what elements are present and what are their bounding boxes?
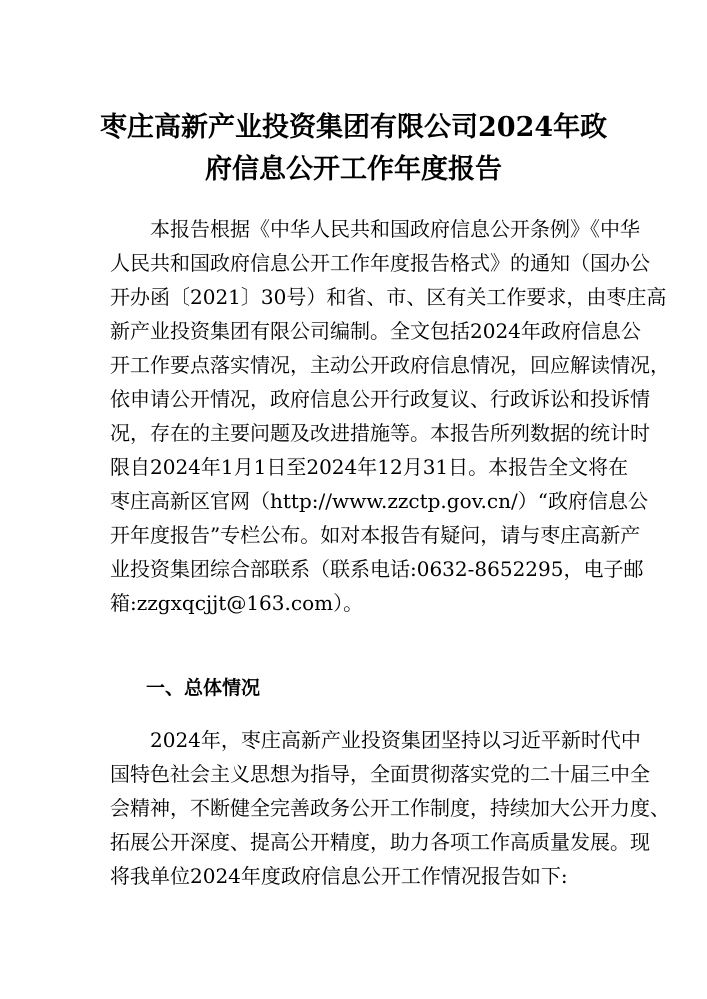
- intro-line: 开年度报告”专栏公布。如对本报告有疑问，请与枣庄高新产: [110, 523, 641, 547]
- intro-line: 人民共和国政府信息公开工作年度报告格式》的通知（国办公: [110, 251, 650, 275]
- intro-line: 箱:zzgxqcjjt@163.com）。: [110, 591, 364, 615]
- title-line-2: 府信息公开工作年度报告: [205, 154, 502, 185]
- intro-line: 依申请公开情况，政府信息公开行政复议、行政诉讼和投诉情: [110, 387, 650, 411]
- intro-line: 开办函〔2021〕30号）和省、市、区有关工作要求，由枣庄高: [110, 285, 667, 309]
- intro-line: 新产业投资集团有限公司编制。全文包括2024年政府信息公: [110, 319, 641, 343]
- section-line: 2024年，枣庄高新产业投资集团坚持以习近平新时代中: [150, 728, 641, 752]
- section-heading: 一、总体情况: [146, 677, 261, 699]
- section-line: 会精神，不断健全完善政务公开工作制度，持续加大公开力度、: [110, 796, 670, 820]
- intro-line: 本报告根据《中华人民共和国政府信息公开条例》《中华: [150, 217, 640, 241]
- section-line: 国特色社会主义思想为指导，全面贯彻落实党的二十届三中全: [110, 762, 650, 786]
- title-line-1: 枣庄高新产业投资集团有限公司2024年政: [100, 112, 608, 143]
- intro-line: 况，存在的主要问题及改进措施等。本报告所列数据的统计时: [110, 421, 650, 445]
- intro-line: 限自2024年1月1日至2024年12月31日。本报告全文将在: [110, 455, 629, 479]
- intro-line: 开工作要点落实情况，主动公开政府信息情况，回应解读情况，: [110, 353, 670, 377]
- intro-line: 业投资集团综合部联系（联系电话:0632-8652295，电子邮: [110, 557, 644, 581]
- section-line: 拓展公开深度、提高公开精度，助力各项工作高质量发展。现: [110, 830, 650, 854]
- section-line: 将我单位2024年度政府信息公开工作情况报告如下:: [110, 864, 568, 888]
- intro-line: 枣庄高新区官网（http://www.zzctp.gov.cn/）“政府信息公: [110, 489, 648, 513]
